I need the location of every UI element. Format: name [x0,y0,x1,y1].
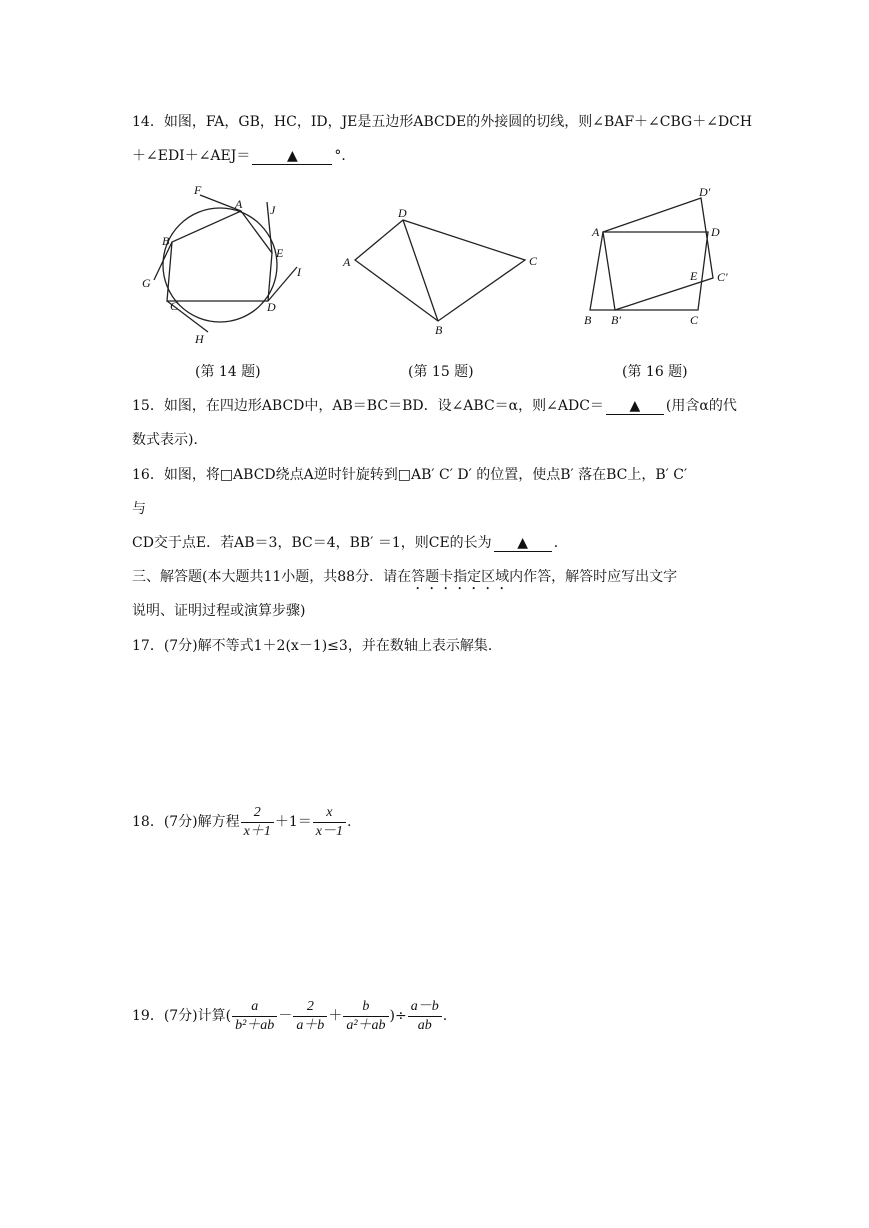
q18-f2-num: x [313,804,346,823]
q16-line1: 16．如图，将□ABCD绕点A逆时针旋转到□AB′ C′ D′ 的位置，使点B′ 落在BC上，B′ C′ [132,467,688,483]
q19-f3-den: a²＋ab [346,1017,386,1033]
q19-f2-den: a＋b [296,1017,325,1033]
q19-f4-den: ab [417,1017,432,1033]
label-D: D [267,300,276,314]
label-A: A [235,197,243,211]
label-C: C [690,313,699,327]
label-B: B [435,323,443,337]
q14-answer-blank: ▲ [252,148,332,165]
q15-line1-pre: 15．如图，在四边形ABCD中，AB＝BC＝BD．设∠ABC＝α，则∠ADC＝ [132,398,604,414]
q19-line [132,996,447,1036]
q19-op3: )÷ [389,1008,407,1024]
label-C-prime: C′ [717,270,728,284]
q18-f1-num: 2 [241,804,274,823]
label-B: B [584,313,592,327]
label-A: A [592,225,600,239]
section3-line2: 说明、证明过程或演算步骤) [132,603,306,619]
caption-fig15: (第 15 题) [408,364,474,380]
q19-op2: ＋ [328,1008,343,1024]
label-D: D [398,206,407,220]
q19-f3-num: b [343,998,388,1017]
q19-f4-num: a－b [408,998,442,1017]
q16-answer-blank: ▲ [494,535,552,552]
q14-line1: 14．如图，FA，GB，HC，ID，JE是五边形ABCDE的外接圆的切线，则∠BAF＋∠CBG＋∠DCH [132,114,753,130]
q19-pre: 19．(7分)计算( [132,1008,232,1024]
q19-f1-num: a [232,998,277,1017]
tangent-ID [268,267,297,301]
caption-fig14: (第 14 题) [195,364,261,380]
q16-line3-post: ． [553,535,568,551]
q16-line2: 与 [132,501,146,517]
q15-line2: 数式表示)． [132,432,208,448]
quadrilateral-ABCD [355,220,525,321]
q18-post: . [347,814,352,830]
q18-mid: ＋1＝ [274,814,312,830]
figure-15 [335,200,555,340]
q18-fraction-2 [313,804,346,841]
q18-pre: 18．(7分)解方程 [132,814,240,830]
label-I: I [297,265,301,279]
q19-op1: － [278,1008,293,1024]
parallelogram-AB'C'D' [603,198,713,310]
q18-fraction-1 [241,804,274,841]
section3-line1-pre: 三、解答题(本大题共11小题，共88分．请在 [132,569,412,585]
label-A: A [343,255,351,269]
label-E: E [690,269,698,283]
section3-line1 [132,567,677,593]
q14-line2-post: °． [334,148,356,164]
q17-text: 17．(7分)解不等式1＋2(x－1)≤3，并在数轴上表示解集． [132,638,502,654]
label-E: E [276,246,284,260]
q19-fraction-4 [408,998,442,1035]
section3-line1-post: 内作答，解答时应写出文字 [509,569,678,585]
q19-fraction-3 [343,998,388,1035]
label-G: G [142,276,151,290]
q15-answer-blank: ▲ [606,398,664,415]
label-B-prime: B′ [611,313,621,327]
q18-f1-den: x＋1 [243,823,271,839]
pentagon [167,211,272,301]
q18-line [132,802,351,842]
label-D-prime: D′ [699,185,711,199]
label-B: B [162,234,170,248]
label-F: F [194,183,202,197]
figure-16 [578,180,748,340]
section3-emphasis: 答题卡指定区域 [411,569,510,585]
q18-f2-den: x－1 [315,823,344,839]
label-C: C [529,254,538,268]
label-J: J [270,203,276,217]
label-C: C [170,299,179,313]
q14-line2-pre: ＋∠EDI＋∠AEJ＝ [132,148,251,164]
caption-fig16: (第 16 题) [622,364,688,380]
q19-fraction-1 [232,998,277,1035]
q15-line1 [132,396,737,416]
q19-f2-num: 2 [293,998,327,1017]
q16-line3-pre: CD交于点E．若AB＝3，BC＝4，BB′ ＝1，则CE的长为 [132,535,492,551]
q19-post: . [442,1008,448,1024]
q16-line3 [132,533,568,553]
diagonal-BD [403,220,438,321]
q19-f1-den: b²＋ab [235,1017,275,1033]
q14-line2 [132,146,355,166]
figure-14 [140,180,320,350]
q19-fraction-2 [293,998,327,1035]
label-H: H [195,332,204,346]
circumcircle [163,208,277,322]
label-D: D [711,225,720,239]
q15-line1-post: (用含α的代 [665,398,737,414]
